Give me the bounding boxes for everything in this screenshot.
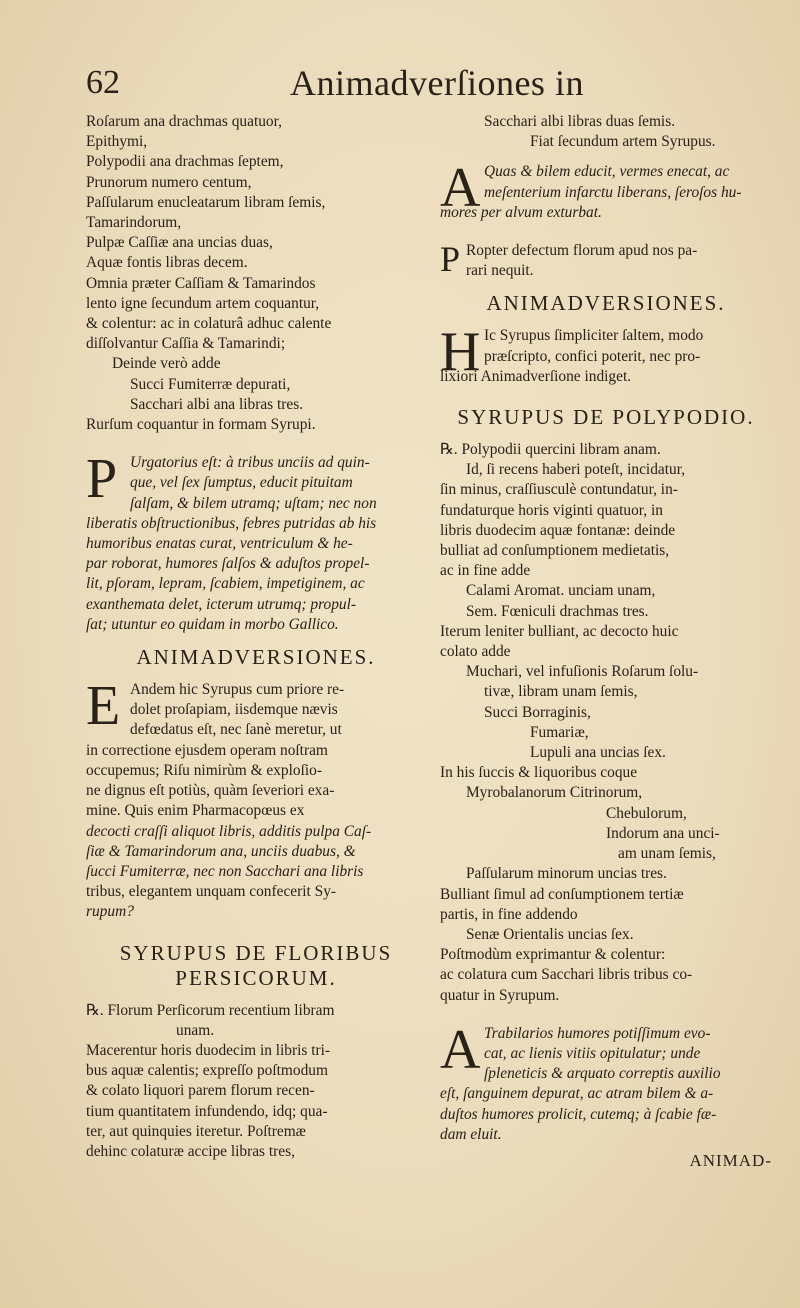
text-line: mores per alvum exturbat. [440,203,602,221]
text-line: & colentur: ac in colaturâ adhuc calente [86,315,332,333]
text-line: Id, ſi recens haberi poteſt, incidatur, [466,461,686,479]
text-line: liberatis obſtructionibus, febres putridas ab his [86,514,377,532]
text-line: dolet proſapiam, iisdemque nævis [130,701,338,719]
text-line: rupum? [86,903,134,921]
text-line: exanthemata delet, icterum utrumq; propul- [86,595,356,613]
virtues-paragraph [440,1018,772,1145]
text-line: lento igne ſecundum artem coquantur, [86,294,320,312]
drop-cap: A [440,1018,481,1081]
text-line: par roborat, humores ſalſos & aduſtos propel- [86,555,370,573]
text-line: Chebulorum, [606,804,687,822]
text-line: ac colatura cum Sacchari libris tribus co- [440,966,693,984]
text-line: Deinde verò adde [112,355,221,373]
running-title: Animadverſiones in [290,63,584,103]
drop-cap: P [86,448,118,511]
drop-cap: E [86,675,121,738]
text-line: Lupuli ana uncias ſex. [530,744,666,762]
recipe-continuation [86,112,426,435]
text-line: partis, in fine addendo [440,905,578,923]
drop-cap: A [440,157,481,220]
text-line: Urgatorius eſt: à tribus unciis ad quin- [130,454,370,472]
text-line: & colato liquori parem florum recen- [86,1082,315,1100]
text-line: Omnia præter Caſſiam & Tamarindos [86,274,316,292]
text-line: Muchari, vel infuſionis Roſarum ſolu- [466,663,699,681]
text-line: decocti craſſi aliquot libris, additis pulpa Caſ- [86,822,372,840]
text-line: Aquæ fontis libras decem. [86,254,248,272]
text-line: colato adde [440,643,511,661]
text-line: Pulpæ Caſſiæ ana uncias duas, [86,234,273,252]
text-line: occupemus; Riſu nimirùm & exploſio- [86,761,322,779]
text-line: ter, aut quinquies iteretur. Poſtremæ [86,1122,306,1140]
page-header [86,62,726,104]
text-line: Trabilarios humores potiſſimum evo- [484,1024,711,1042]
text-line: Succi Fumiterræ depurati, [130,375,291,393]
text-line: Rurſum coquantur in formam Syrupi. [86,416,316,434]
text-line: Iterum leniter bulliant, ac decocto huic [440,622,679,640]
text-line: præſcripto, confici poterit, nec pro- [484,347,701,365]
text-line: dehinc colaturæ accipe libras tres, [86,1142,295,1160]
text-line: fundaturque horis viginti quatuor, in [440,501,663,519]
virtues-paragraph [86,448,426,635]
text-line: Sacchari albi libras duas ſemis. [484,113,676,130]
text-line: Poſtmodùm exprimantur & colentur: [440,946,666,964]
text-line: Paſſularum enucleatarum libram ſemis, [86,193,326,211]
text-line: Andem hic Syrupus cum priore re- [130,681,345,699]
text-line: ac in fine adde [440,562,531,580]
text-line: tium quantitatem infundendo, idq; qua- [86,1102,328,1120]
page-number: 62 [86,64,120,101]
text-line: Myrobalanorum Citrinorum, [466,784,643,802]
text-line: Prunorum numero centum, [86,173,252,191]
text-line: Indorum ana unci- [606,824,720,842]
text-line: Calami Aromat. unciam unam, [466,582,656,600]
text-line: rari nequit. [466,262,534,280]
text-line: in correctione ejusdem operam noſtram [86,741,328,759]
text-line: Ropter defectum florum apud nos pa- [466,242,698,260]
text-line: ℞. Polypodii quercini libram anam. [440,441,661,459]
section-heading: SYRUPUS DE POLYPODIO. [457,405,755,430]
text-line: que, vel ſex ſumptus, educit pituitam [130,474,353,492]
text-line: Sacchari albi ana libras tres. [130,395,304,413]
text-line: Sem. Fœniculi drachmas tres. [466,602,649,620]
text-line: mine. Quis enim Pharmacopœus ex [86,802,305,820]
text-line: defœdatus eſt, nec ſanè meretur, ut [130,721,342,739]
text-line: lixiori Animadverſione indiget. [440,367,632,385]
drop-cap: P [440,239,461,280]
text-line: eſt, ſanguinem depurat, ac atram bilem & a- [440,1085,714,1103]
text-line: Bulliant ſimul ad conſumptionem tertiæ [440,885,684,903]
text-line: ſiæ & Tamarindorum ana, unciis duabus, & [86,842,356,860]
text-line: tivæ, libram unam ſemis, [484,683,638,701]
text-line: ſpleneticis & arquato correptis auxilio [484,1065,721,1083]
section-heading: ANIMADVERSIONES. [486,291,726,316]
section-heading: ANIMADVERSIONES. [136,645,376,670]
note-paragraph [440,241,772,281]
text-line: diſſolvantur Caſſia & Tamarindi; [86,335,286,353]
section-heading: SYRUPUS DE FLORIBUS [119,940,393,965]
text-line: Epithymi, [86,133,148,151]
text-line: Ic Syrupus ſimpliciter ſaltem, modo [484,327,704,345]
text-line: libris duodecim aquæ fontanæ: deinde [440,521,676,539]
text-line: ℞. Florum Perſicorum recentium libram [86,1001,335,1019]
text-line: dam eluit. [440,1125,502,1143]
text-line: tribus, elegantem unquam confecerit Sy- [86,883,337,901]
text-line: cat, ac lienis vitiis opitulatur; unde [484,1044,701,1062]
left-column [86,112,426,1162]
text-line: Fiat ſecundum artem Syrupus. [530,133,716,151]
text-line: Quas & bilem educit, vermes enecat, ac [484,163,730,181]
section-heading: PERSICORUM. [175,965,337,990]
text-line: Senæ Orientalis uncias ſex. [466,925,634,943]
text-line: lit, pſoram, lepram, ſcabiem, impetiginem, ac [86,575,365,593]
animadversion-paragraph [86,675,426,922]
text-line: Tamarindorum, [86,214,182,232]
recipe-paragraph [440,440,772,1006]
text-line: humoribus enatas curat, ventriculum & he- [86,535,353,553]
text-line: ne dignus eſt potiùs, quàm ſeveriori exa- [86,782,335,800]
virtues-paragraph [440,157,772,223]
text-line: Roſarum ana drachmas quatuor, [86,113,282,130]
text-line: ſat; utuntur eo quidam in morbo Gallico. [86,615,339,633]
text-line: bus aquæ calentis; expreſſo poſtmodum [86,1062,328,1080]
right-column [440,112,772,1171]
text-line: Macerentur horis duodecim in libris tri- [86,1041,331,1059]
text-line: quatur in Syrupum. [440,986,560,1004]
text-line: ſalſam, & bilem utramq; uſtam; nec non [130,494,377,512]
animadversion-paragraph [440,321,772,387]
text-line: meſenterium infarctu liberans, ſeroſos hu- [484,183,742,201]
text-line: bulliat ad conſumptionem medietatis, [440,542,670,560]
text-line: Succi Borraginis, [484,703,591,721]
text-line: duſtos humores prolicit, cutemq; à ſcabie fæ- [440,1105,717,1123]
drop-cap: H [440,321,481,384]
text-line: In his ſuccis & liquoribus coque [440,764,638,782]
recipe-paragraph [86,1001,426,1163]
text-line: Paſſularum minorum uncias tres. [466,865,667,883]
text-line: Fumariæ, [530,723,589,741]
text-line: unam. [176,1021,215,1039]
text-line: Polypodii ana drachmas ſeptem, [86,153,284,171]
text-line: ſucci Fumiterræ, nec non Sacchari ana libris [86,862,364,880]
catchword: ANIMAD- [689,1150,772,1170]
text-line: ſin minus, craſſiusculè contundatur, in- [440,481,678,499]
text-line: am unam ſemis, [618,845,716,863]
